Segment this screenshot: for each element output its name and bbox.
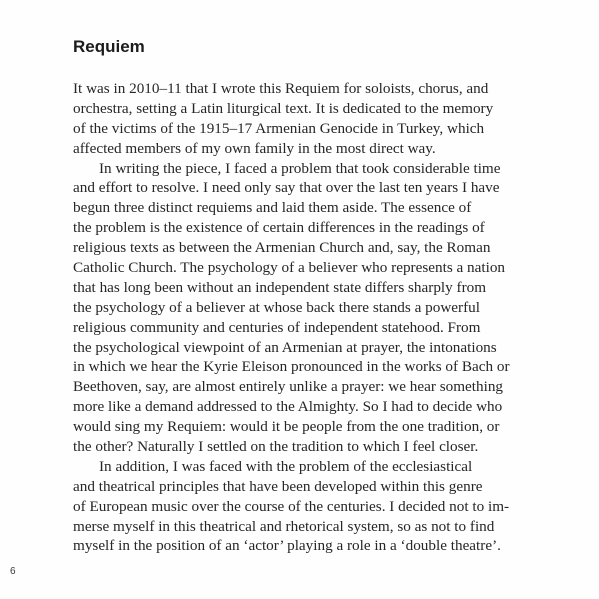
text-line: more like a demand addressed to the Almighty. So I had to decide who [73, 398, 503, 416]
text-line: religious texts as between the Armenian Church and, say, the Roman [73, 239, 491, 257]
text-line: of the victims of the 1915–17 Armenian Genocide in Turkey, which [73, 119, 485, 137]
text-line-paragraph-start: In addition, I was faced with the problem of the ecclesiastical [99, 457, 473, 475]
text-line: myself in the position of an ‘actor’ playing a role in a ‘double theatre’. [73, 537, 501, 555]
text-line: of European music over the course of the centuries. I decided not to im- [73, 497, 510, 515]
text-line: Beethoven, say, are almost entirely unlike a prayer: we hear something [73, 378, 504, 396]
text-line: It was in 2010–11 that I wrote this Requiem for soloists, chorus, and [73, 80, 489, 97]
text-line: in which we hear the Kyrie Eleison pronounced in the works of Bach or [73, 358, 510, 376]
text-line: religious community and centuries of independent statehood. From [73, 318, 481, 336]
text-line: the other? Naturally I settled on the tradition to which I feel closer. [73, 438, 479, 456]
text-line: would sing my Requiem: would it be people from the one tradition, or [73, 418, 500, 436]
section-heading: Requiem [73, 37, 145, 56]
text-line: the psychology of a believer at whose back there stands a powerful [73, 298, 480, 316]
text-line: and effort to resolve. I need only say that over the last ten years I have [73, 179, 500, 197]
text-line: affected members of my own family in the most direct way. [73, 139, 436, 157]
text-line-paragraph-start: In writing the piece, I faced a problem that took considerable time [99, 159, 501, 177]
text-line: begun three distinct requiems and laid them aside. The essence of [73, 199, 472, 217]
text-line: Catholic Church. The psychology of a believer who represents a nation [73, 259, 506, 277]
text-line: the psychological viewpoint of an Armenian at prayer, the intonations [73, 338, 497, 356]
body-text [73, 79, 543, 556]
text-line: and theatrical principles that have been developed within this genre [73, 477, 483, 495]
page-number: 6 [10, 566, 16, 577]
text-line: merse myself in this theatrical and rhetorical system, so as not to find [73, 517, 495, 535]
text-line: orchestra, setting a Latin liturgical text. It is dedicated to the memory [73, 99, 494, 117]
text-line: the problem is the existence of certain differences in the readings of [73, 219, 485, 237]
text-line: that has long been without an independent state differs sharply from [73, 278, 487, 296]
